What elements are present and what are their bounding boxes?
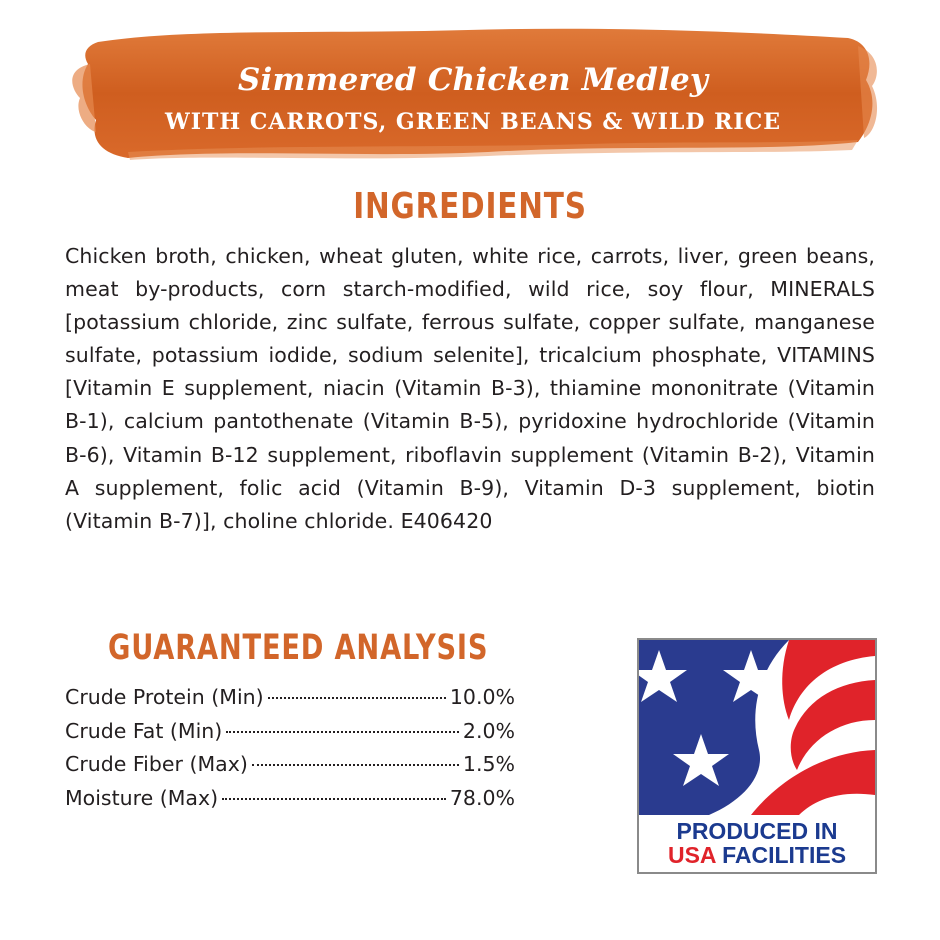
dot-leader — [252, 764, 459, 766]
facilities-text: FACILITIES — [722, 842, 847, 868]
usa-facilities-text — [639, 842, 875, 868]
analysis-value: 2.0% — [462, 718, 515, 743]
dot-leader — [268, 697, 446, 699]
dot-leader — [222, 798, 446, 800]
produced-in-text: PRODUCED IN — [676, 818, 838, 844]
title-banner — [68, 20, 878, 170]
analysis-row — [65, 786, 515, 820]
analysis-value: 1.5% — [462, 752, 515, 776]
analysis-value: 78.0% — [449, 785, 515, 810]
guaranteed-analysis-heading: GUARANTEED ANALYSIS — [108, 628, 489, 668]
product-title: Simmered Chicken Medley — [237, 62, 709, 98]
analysis-value: 10.0% — [449, 685, 515, 709]
usa-facilities-badge — [637, 638, 877, 874]
analysis-label: Crude Protein (Min) — [65, 685, 264, 709]
analysis-row — [65, 719, 515, 753]
american-flag-icon — [639, 640, 875, 815]
ingredients-text: Chicken broth, chicken, wheat gluten, white rice, carrots, liver, green beans, meat by-products, corn starch-modified, wild rice, soy flour, MINERALS [potassium chloride, zinc sulfate, ferrous sulfate, copper sulfate, manganese sulfate, potassium iodide, sodium selenite], tricalcium phosphate, VITAMINS [Vitamin E supplement, niacin (Vitamin B-3), thiamine mononitrate (Vitamin B-1), calcium pantothenate (Vitamin B-5), pyridoxine hydrochloride (Vitamin B-6), Vitamin B-12 supplement, riboflavin supplement (Vitamin B-2), Vitamin A supplement, folic acid (Vitamin B-9), Vitamin D-3 supplement, biotin (Vitamin B-7)], choline chloride. E406420 — [65, 244, 875, 533]
analysis-label: Crude Fat (Min) — [65, 718, 223, 743]
analysis-table — [65, 685, 515, 819]
product-subtitle: WITH CARROTS, GREEN BEANS & WILD RICE — [165, 109, 781, 135]
dot-leader — [226, 731, 459, 733]
ingredients-heading: INGREDIENTS — [353, 186, 587, 227]
analysis-row — [65, 685, 515, 719]
analysis-row — [65, 752, 515, 786]
usa-text: USA — [667, 842, 716, 868]
analysis-label: Moisture (Max) — [65, 785, 219, 810]
analysis-label: Crude Fiber (Max) — [65, 752, 248, 776]
